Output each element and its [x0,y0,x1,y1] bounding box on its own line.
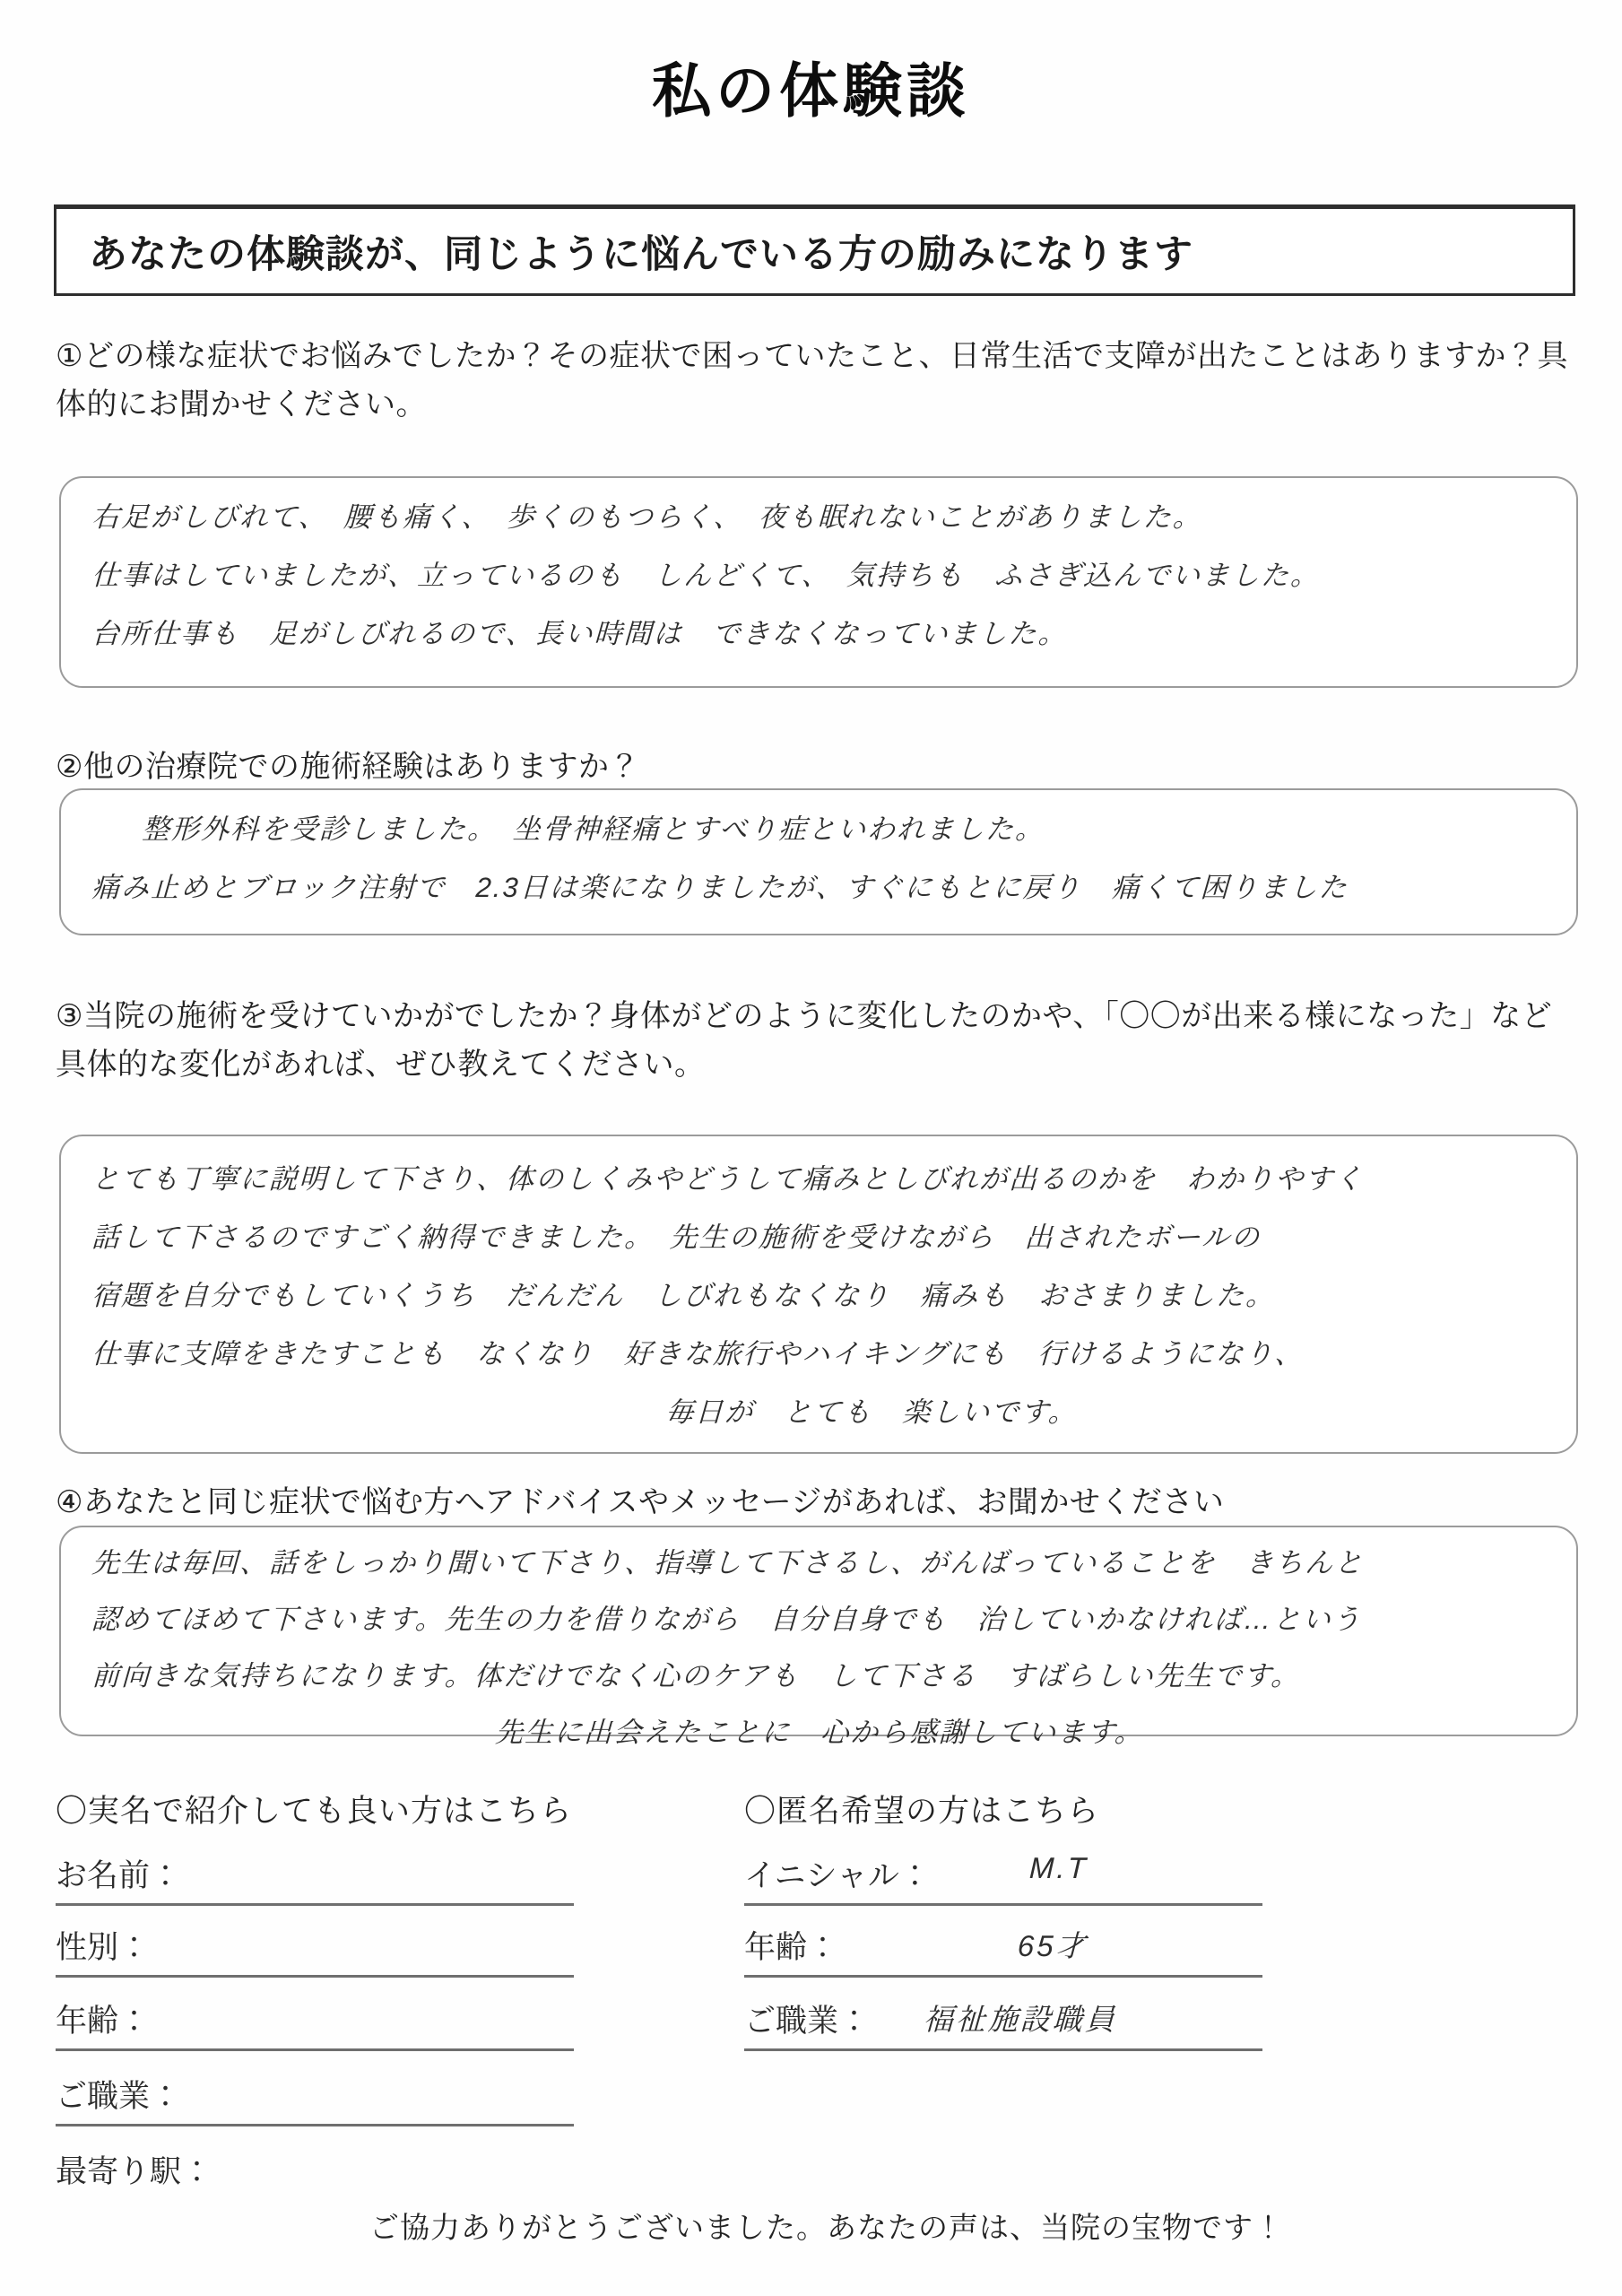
handwritten-line: 仕事はしていましたが、立っているのも しんどくて、 気持ちも ふさぎ込んでいました。 [91,560,1321,591]
handwritten-line: 毎日が とても 楽しいです。 [664,1396,1079,1428]
question-3-label: ③当院の施術を受けていかがでしたか？身体がどのように変化したのかや、「〇〇が出来る様になった」など具体的な変化があれば、ぜひ教えてください。 [56,999,1553,1083]
field-value-age: 65才 [1017,1929,1089,1962]
question-2-label: ②他の治療院での施術経験はありますか？ [56,750,640,784]
field-label: ご職業： [56,2079,182,2114]
field-label: イニシャル： [744,1858,931,1893]
handwritten-line: 先生は毎回、話をしっかり聞いて下さり、指導して下さるし、がんばっていることを きちんと [91,1547,1365,1578]
handwritten-line: 認めてほめて下さいます。先生の力を借りながら 自分自身でも 治していかなければ…という [91,1604,1363,1635]
answer-box-1 [59,476,1578,688]
answer-box-3 [59,1135,1578,1454]
question-4-label: ④あなたと同じ症状で悩む方へアドバイスやメッセージがあれば、お聞かせください [56,1485,1225,1519]
answer-box-4 [59,1526,1578,1748]
handwritten-line: 前向きな気持ちになります。体だけでなく心のケアも して下さる すばらしい先生です。 [91,1660,1301,1692]
field-value-occupation: 福祉施設職員 [923,2003,1118,2036]
footer-note: ご協力ありがとうございました。あなたの声は、当院の宝物です！ [369,2211,1284,2244]
real-name-section-heading: 〇実名で紹介しても良い方はこちら [56,1794,573,1829]
field-value-initials: M.T [1028,1851,1089,1884]
field-label: お名前： [56,1858,182,1893]
handwritten-line: 先生に出会えたことに 心から感謝しています。 [494,1717,1145,1748]
anonymous-section-heading: 〇匿名希望の方はこちら [744,1794,1100,1829]
handwritten-line: 宿題を自分でもしていくうち だんだん しびれもなくなり 痛みも おさまりました。 [91,1280,1276,1311]
field-row-initials [744,1851,1262,1906]
field-label: 最寄り駅： [56,2154,213,2189]
field-row-age-left [56,1996,574,2051]
field-row-occupation-right [744,1996,1262,2051]
field-row-age-right [744,1923,1262,1978]
field-label: 性別： [56,1930,151,1965]
answer-box-2 [59,788,1578,935]
page-title: 私の体験談 [652,57,970,124]
field-label: 年齢： [56,2004,151,2039]
handwritten-line: 仕事に支障をきたすことも なくなり 好きな旅行やハイキングにも 行けるようになり、 [91,1338,1305,1370]
field-label: ご職業： [744,2004,871,2039]
handwritten-line: 整形外科を受診しました。 坐骨神経痛とすべり症といわれました。 [141,813,1045,845]
field-row-nearest-station [56,2147,574,2199]
field-row-gender [56,1923,574,1978]
handwritten-line: 台所仕事も 足がしびれるので、長い時間は できなくなっていました。 [91,618,1069,649]
intro-banner [54,204,1575,296]
handwritten-line: とても丁寧に説明して下さり、体のしくみやどうして痛みとしびれが出るのかを わかりやすく [91,1163,1365,1195]
intro-banner-text: あなたの体験談が、同じように悩んでいる方の励みになります [89,232,1193,276]
handwritten-line: 右足がしびれて、 腰も痛く、 歩くのもつらく、 夜も眠れないことがありました。 [91,501,1203,533]
handwritten-line: 痛み止めとブロック注射で 2.3日は楽になりましたが、すぐにもとに戻り 痛くて困りました [91,872,1349,903]
field-label: 年齢： [744,1930,839,1965]
field-row-occupation-left [56,2072,574,2126]
question-1-label: ①どの様な症状でお悩みでしたか？その症状で困っていたこと、日常生活で支障が出たことはありますか？具体的にお聞かせください。 [56,339,1568,422]
handwritten-line: 話して下さるのですごく納得できました。 先生の施術を受けながら 出されたボールの [91,1222,1262,1253]
field-row-name [56,1851,574,1906]
